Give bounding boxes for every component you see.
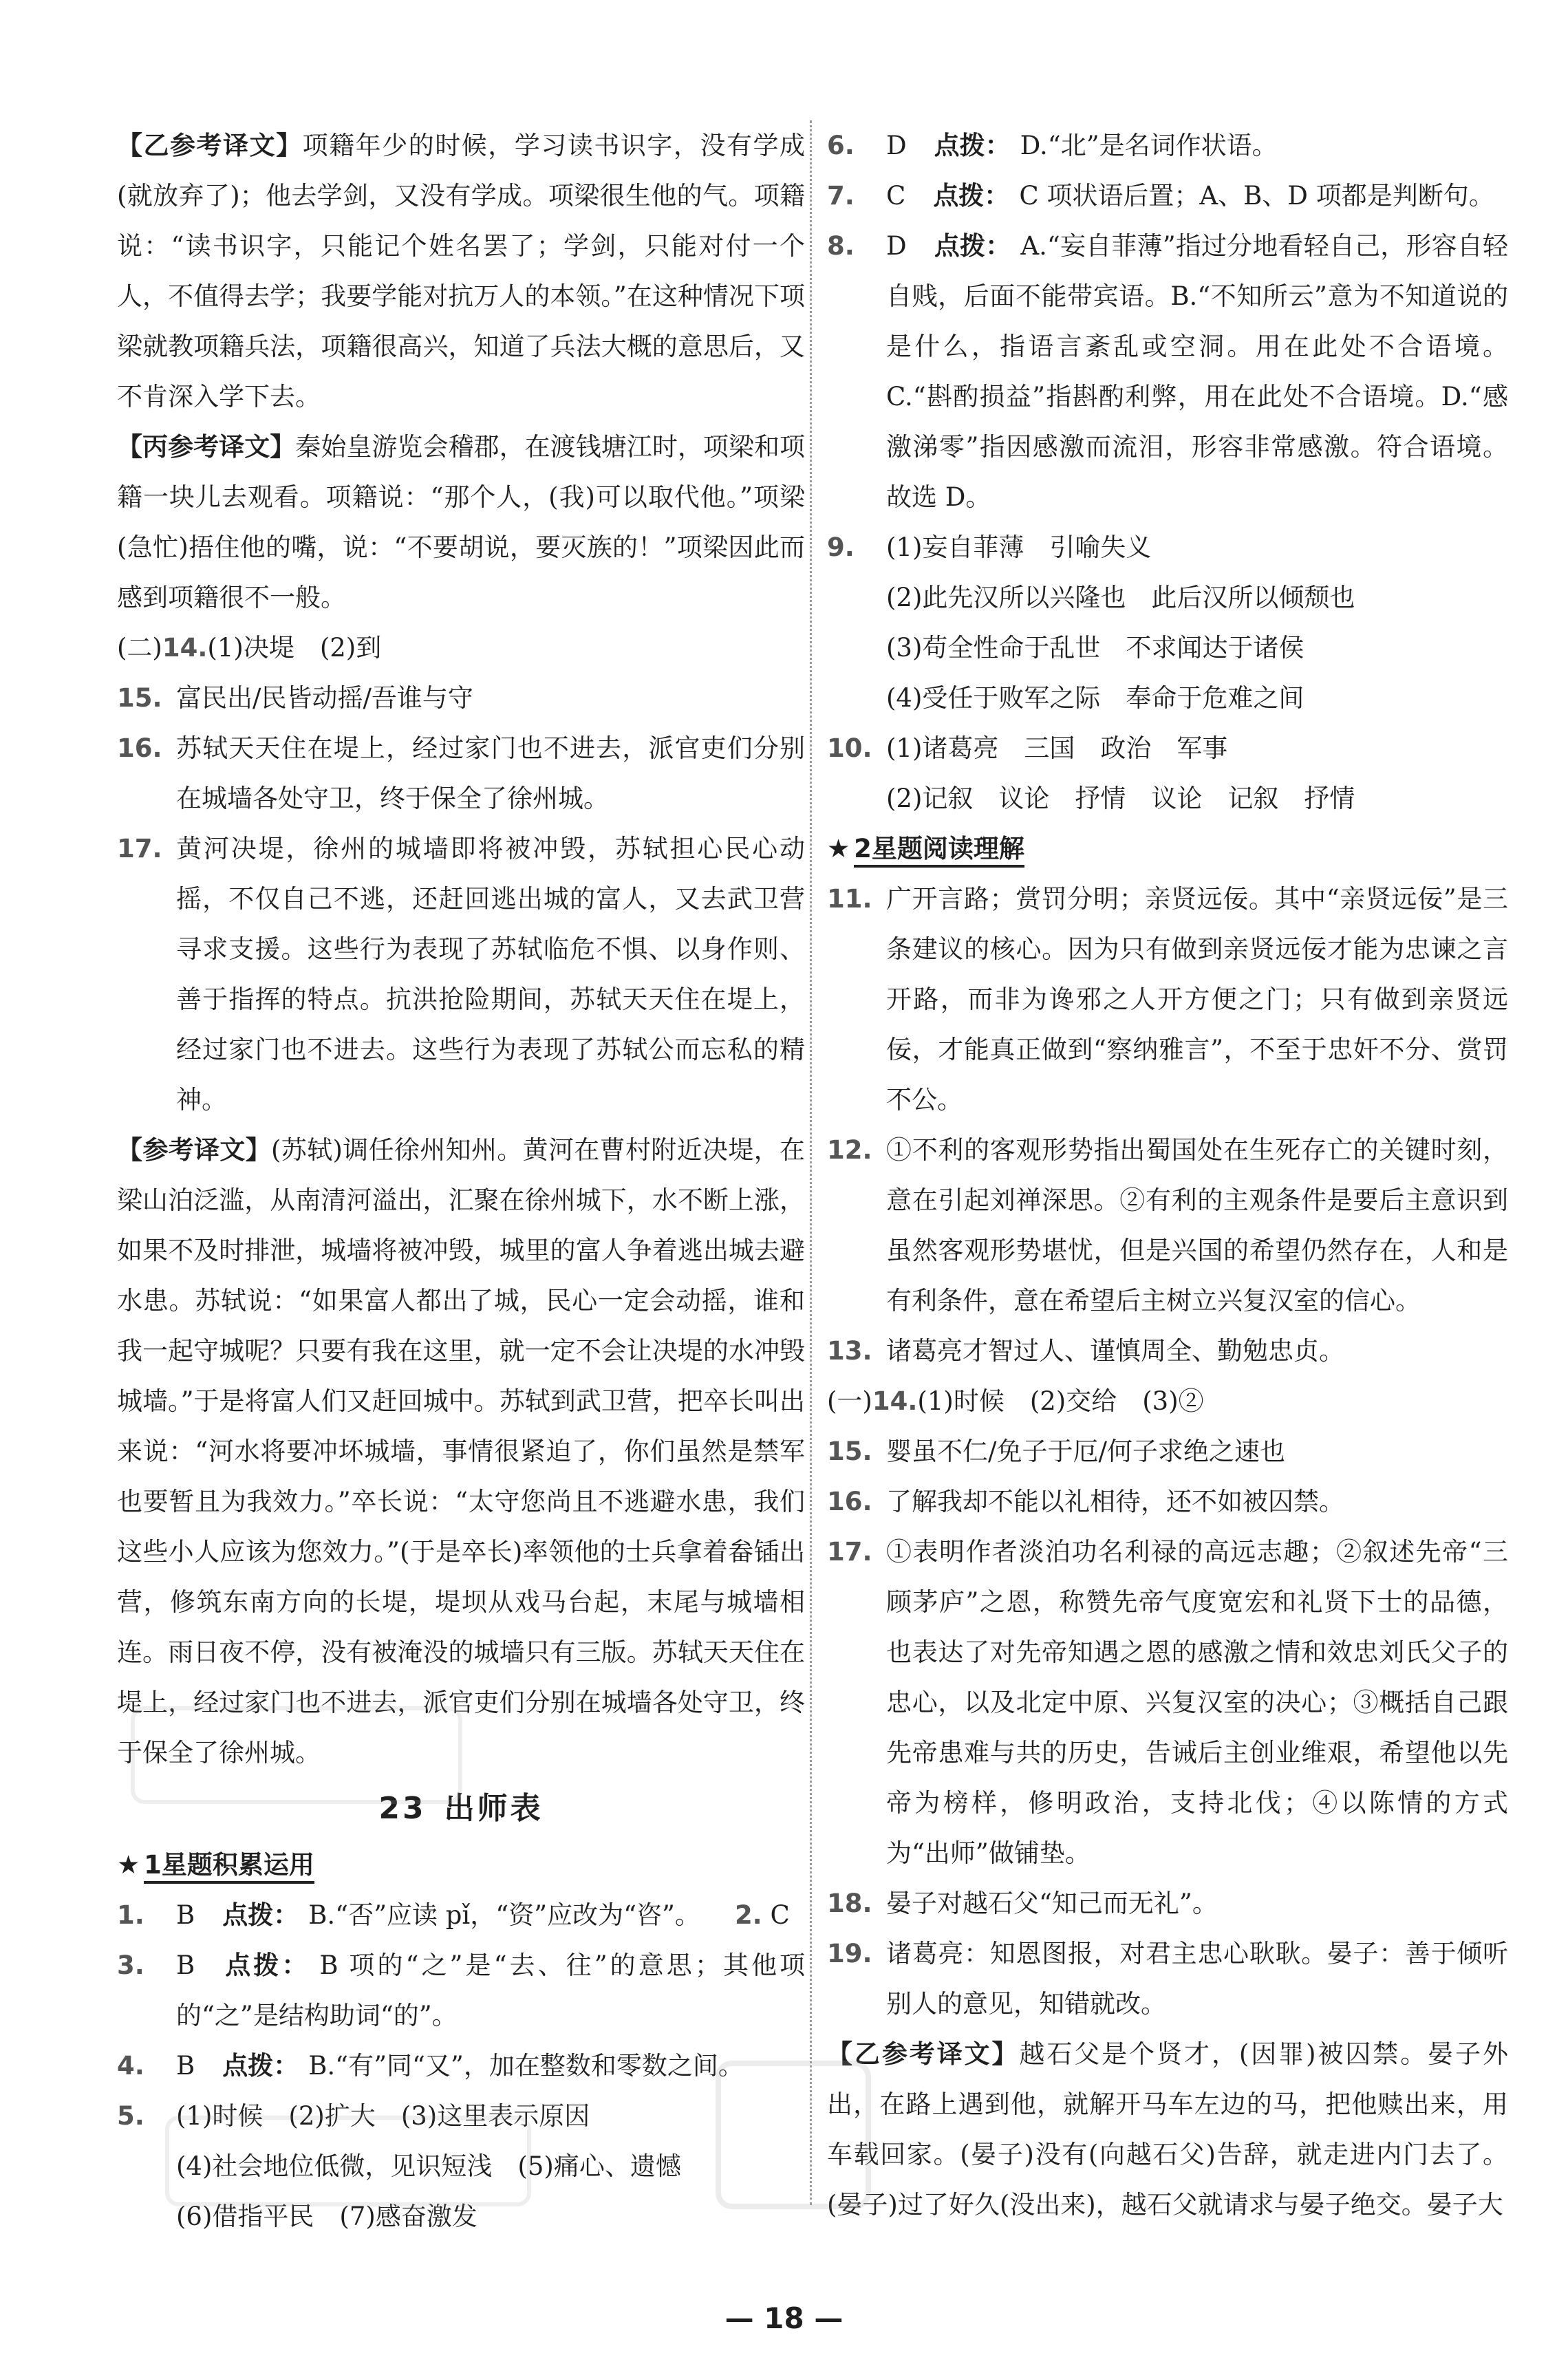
star2-heading: ★ 2星题阅读理解 — [827, 824, 1508, 874]
left-q15: 15. 富民出/民皆动摇/吾谁与守 — [117, 683, 473, 713]
left-q5-line2: (4)社会地位低微，见识短浅 (5)痛心、遗憾 — [176, 2151, 681, 2181]
right-q18: 18. 晏子对越石父“知己而无礼”。 — [827, 1889, 1218, 1918]
right-q11: 11. 广开言路；赏罚分明；亲贤远佞。其中“亲贤远佞”是三条建议的核心。因为只有做到亲贤远佞才能为忠谏之言开路，而非为谗邪之人开方便之门；只有做到亲贤远佞，才能真正做到“察纳雅言”，不至于忠奸不分、赏罚不公。 — [827, 884, 1508, 1115]
right-q10: 10. (1)诸葛亮 三国 政治 军事 — [827, 733, 1228, 763]
left-q14: (二)14.(1)决堤 (2)到 — [117, 633, 382, 663]
left-column — [117, 120, 805, 2242]
lesson-title: 23 出师表 — [378, 1791, 544, 1826]
left-q5: 5. (1)时候 (2)扩大 (3)这里表示原因 — [117, 2101, 590, 2131]
right-q16: 16. 了解我却不能以礼相待，还不如被囚禁。 — [827, 1487, 1344, 1516]
right-q9-line2: (2)此先汉所以兴隆也 此后汉所以倾颓也 — [886, 583, 1355, 612]
left-q16: 16. 苏轼天天住在堤上，经过家门也不进去，派官吏们分别在城墙各处守卫，终于保全了徐州城。 — [117, 733, 805, 813]
left-q4: 4. B 点拨： B.“有”同“又”，加在整数和零数之间。 — [117, 2051, 744, 2081]
bing-translation: 【丙参考译文】秦始皇游览会稽郡，在渡钱塘江时，项梁和项籍一块儿去观看。项籍说：“那个人，(我)可以取代他。”项梁(急忙)捂住他的嘴，说：“不要胡说，要灭族的！”项梁因此而感到项籍很不一般。 — [117, 432, 806, 612]
right-q17: 17. ①表明作者淡泊功名利禄的高远志趣；②叙述先帝“三顾茅庐”之恩，称赞先帝气度宽宏和礼贤下士的品德，也表达了对先帝知遇之恩的感激之情和效忠刘氏父子的忠心，以及北定中原、兴复汉室的决心；③概括自己跟先帝患难与共的历史，告诫后主创业维艰，希望他以先帝为榜样，修明政治，支持北伐；④以陈情的方式为“出师”做铺垫。 — [827, 1537, 1508, 1868]
right-q15: 15. 婴虽不仁/免子于厄/何子求绝之速也 — [827, 1437, 1285, 1466]
star1-heading: ★ 1星题积累运用 — [117, 1840, 805, 1890]
page-number: — 18 — — [724, 2301, 844, 2335]
right-q9-line4: (4)受任于败军之际 奉命于危难之间 — [886, 683, 1304, 713]
right-q10-line2: (2)记叙 议论 抒情 议论 记叙 抒情 — [886, 784, 1355, 813]
left-q3: 3. B 点拨： B 项的“之”是“去、往”的意思；其他项的“之”是结构助词“的”。 — [117, 1951, 805, 2030]
left-q5-line3: (6)借指平民 (7)感奋激发 — [176, 2202, 477, 2231]
right-q9-line3: (3)苟全性命于乱世 不求闻达于诸侯 — [886, 633, 1304, 663]
yi-translation: 【乙参考译文】项籍年少的时候，学习读书识字，没有学成(就放弃了)；他去学剑，又没有学成。项梁很生他的气。项籍说：“读书识字，只能记个姓名罢了；学剑，只能对付一个人，不值得去学；我要学能对抗万人的本领。”在这种情况下项梁就教项籍兵法，项籍很高兴，知道了兵法大概的意思后，又不肯深入学下去。 — [117, 131, 805, 411]
column-divider — [810, 120, 812, 2205]
star-icon: ★ — [117, 1850, 140, 1880]
right-q14: (一)14.(1)时候 (2)交给 (3)② — [827, 1386, 1204, 1416]
right-q6: 6. D 点拨： D.“北”是名词作状语。 — [827, 131, 1278, 160]
right-q13: 13. 诸葛亮才智过人、谨慎周全、勤勉忠贞。 — [827, 1336, 1344, 1366]
right-q9: 9. (1)妄自菲薄 引喻失义 — [827, 533, 1152, 562]
right-q7: 7. C 点拨： C 项状语后置；A、B、D 项都是判断句。 — [827, 181, 1494, 211]
left-q17: 17. 黄河决堤，徐州的城墙即将被冲毁，苏轼担心民心动摇，不仅自己不逃，还赶回逃出城的富人，又去武卫营寻求支援。这些行为表现了苏轼临危不惧、以身作则、善于指挥的特点。抗洪抢险期间，苏轼天天住在堤上，经过家门也不进去。这些行为表现了苏轼公而忘私的精神。 — [117, 834, 805, 1115]
right-q12: 12. ①不利的客观形势指出蜀国处在生死存亡的关键时刻，意在引起刘禅深思。②有利的主观条件是要后主意识到虽然客观形势堪忧，但是兴国的希望仍然存在，人和是有利条件，意在希望后主树立兴复汉室的信心。 — [827, 1135, 1508, 1315]
ref-translation: 【参考译文】(苏轼)调任徐州知州。黄河在曹村附近决堤，在梁山泊泛滥，从南清河溢出，汇聚在徐州城下，水不断上涨，如果不及时排泄，城墙将被冲毁，城里的富人争着逃出城去避水患。苏轼说：“如果富人都出了城，民心一定会动摇，谁和我一起守城呢？只要有我在这里，就一定不会让决堤的水冲毁城墙。”于是将富人们又赶回城中。苏轼到武卫营，把卒长叫出来说：“河水将要冲坏城墙，事情很紧迫了，你们虽然是禁军也要暂且为我效力。”卒长说：“太守您尚且不逃避水患，我们这些小人应该为您效力。”(于是卒长)率领他的士兵拿着畚锸出营，修筑东南方向的长堤，堤坝从戏马台起，末尾与城墙相连。雨日夜不停，没有被淹没的城墙只有三版。苏轼天天住在堤上，经过家门也不进去，派官吏们分别在城墙各处守卫，终于保全了徐州城。 — [117, 1135, 805, 1767]
star-icon: ★ — [827, 834, 850, 863]
right-q8: 8. D 点拨： A.“妄自菲薄”指过分地看轻自己，形容自轻自贱，后面不能带宾语。B.“不知所云”意为不知道说的是什么，指语言紊乱或空洞。用在此处不合语境。C.“斟酌损益”指斟酌利弊，用在此处不合语境。D.“感激涕零”指因感激而流泪，形容非常感激。符合语境。故选 D。 — [827, 231, 1509, 512]
right-column — [827, 120, 1508, 2230]
left-q1: 1. B 点拨： B.“否”应读 pǐ，“资”应改为“咨”。 2. C — [117, 1900, 790, 1930]
right-q19: 19. 诸葛亮：知恩图报，对君主忠心耿耿。晏子：善于倾听别人的意见，知错就改。 — [827, 1939, 1508, 2019]
right-yi-translation: 【乙参考译文】越石父是个贤才，(因罪)被囚禁。晏子外出，在路上遇到他，就解开马车左边的马，把他赎出来，用车载回家。(晏子)没有(向越石父)告辞，就走进内门去了。(晏子)过了好久(没出来)，越石父就请求与晏子绝交。晏子大 — [827, 2039, 1509, 2220]
